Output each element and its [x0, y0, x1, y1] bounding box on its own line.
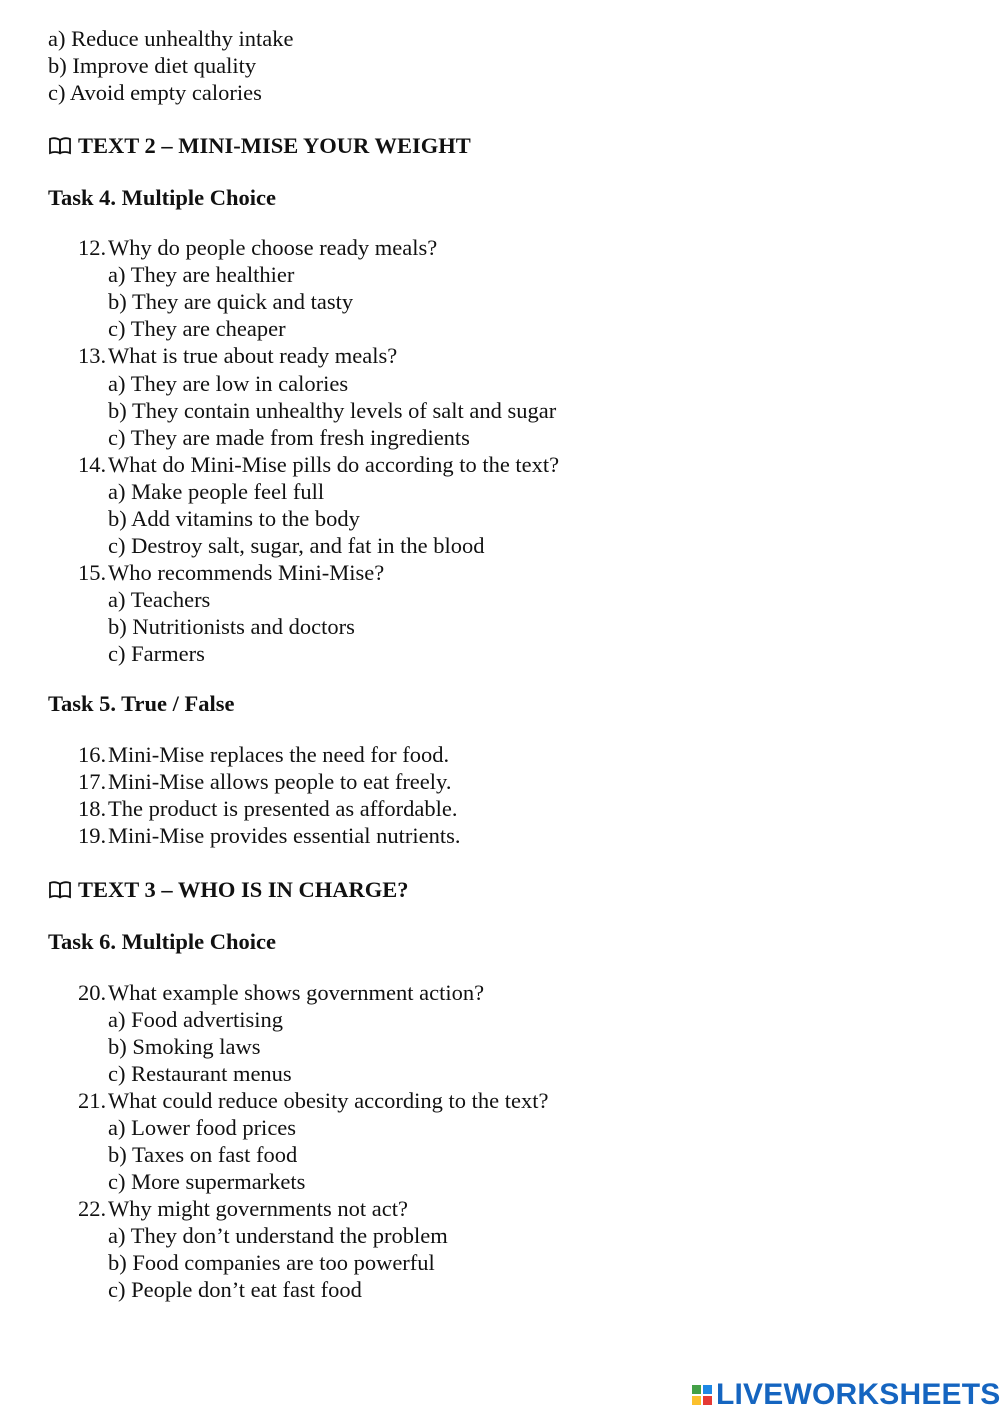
option: a) Make people feel full: [108, 479, 325, 504]
question-text: What do Mini-Mise pills do according to the text?: [108, 452, 560, 477]
option: c) Farmers: [108, 641, 205, 666]
task-title: Task 6. Multiple Choice: [48, 929, 276, 954]
option: a) Teachers: [108, 587, 211, 612]
question-text: Who recommends Mini-Mise?: [108, 560, 385, 585]
task-title: Task 4. Multiple Choice: [48, 185, 276, 210]
book-icon: [48, 136, 72, 156]
section-heading-text3: [48, 879, 409, 902]
option: c) Destroy salt, sugar, and fat in the blood: [108, 533, 485, 558]
question-number: 22.: [78, 1196, 107, 1221]
question-number: 12.: [78, 235, 107, 260]
option: a) They don’t understand the problem: [108, 1223, 448, 1248]
liveworksheets-logo[interactable]: [692, 1378, 1000, 1412]
option: a) They are low in calories: [108, 371, 349, 396]
option: c) Avoid empty calories: [48, 80, 262, 105]
option: b) They are quick and tasty: [108, 289, 354, 314]
option: b) Taxes on fast food: [108, 1142, 298, 1167]
statement-text: Mini-Mise provides essential nutrients.: [108, 823, 461, 848]
question-number: 15.: [78, 560, 107, 585]
option: c) They are cheaper: [108, 316, 286, 341]
question-text: What could reduce obesity according to the text?: [108, 1088, 549, 1113]
statement-number: 17.: [78, 769, 107, 794]
option: c) More supermarkets: [108, 1169, 306, 1194]
question-text: What is true about ready meals?: [108, 343, 398, 368]
question-number: 13.: [78, 343, 107, 368]
option: a) Food advertising: [108, 1007, 283, 1032]
heading-text: TEXT 3 – WHO IS IN CHARGE?: [78, 877, 409, 902]
statement-text: Mini-Mise allows people to eat freely.: [108, 769, 452, 794]
statement-text: Mini-Mise replaces the need for food.: [108, 742, 450, 767]
question-number: 21.: [78, 1088, 107, 1113]
option: a) They are healthier: [108, 262, 295, 287]
option: b) Add vitamins to the body: [108, 506, 360, 531]
statement-number: 19.: [78, 823, 107, 848]
question-text: What example shows government action?: [108, 980, 485, 1005]
section-heading-text2: [48, 135, 471, 158]
book-icon: [48, 880, 72, 900]
question-number: 14.: [78, 452, 107, 477]
task-title: Task 5. True / False: [48, 691, 235, 716]
option: c) Restaurant menus: [108, 1061, 292, 1086]
option: b) Food companies are too powerful: [108, 1250, 435, 1275]
liveworksheets-logo-icon: [692, 1385, 712, 1405]
heading-text: TEXT 2 – MINI-MISE YOUR WEIGHT: [78, 133, 471, 158]
question-text: Why might governments not act?: [108, 1196, 408, 1221]
option: c) They are made from fresh ingredients: [108, 425, 470, 450]
statement-number: 16.: [78, 742, 107, 767]
option: b) Improve diet quality: [48, 53, 257, 78]
option: a) Reduce unhealthy intake: [48, 26, 294, 51]
logo-text: LIVEWORKSHEETS: [716, 1378, 1000, 1411]
option: c) People don’t eat fast food: [108, 1277, 362, 1302]
option: b) Smoking laws: [108, 1034, 261, 1059]
statement-number: 18.: [78, 796, 107, 821]
option: b) They contain unhealthy levels of salt and sugar: [108, 398, 557, 423]
option: b) Nutritionists and doctors: [108, 614, 355, 639]
option: a) Lower food prices: [108, 1115, 297, 1140]
question-number: 20.: [78, 980, 107, 1005]
statement-text: The product is presented as affordable.: [108, 796, 458, 821]
question-text: Why do people choose ready meals?: [108, 235, 438, 260]
